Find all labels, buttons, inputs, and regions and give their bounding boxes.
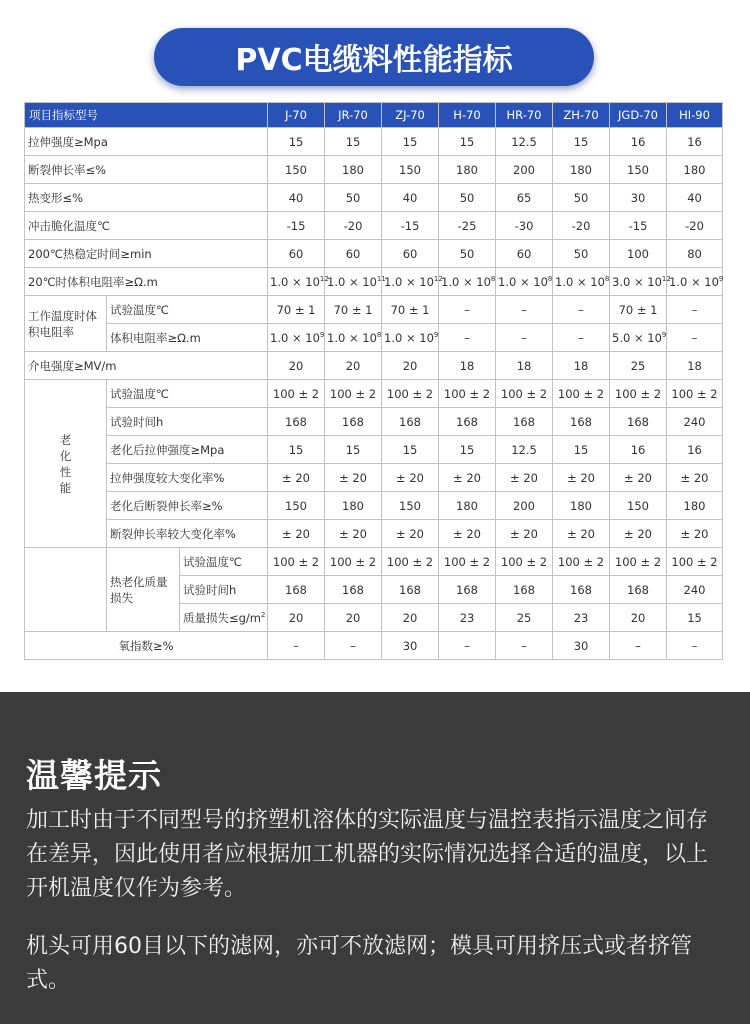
value-exponent: 11 [376,274,386,283]
row-label: 热变形≤% [25,184,268,212]
row-label-text: 质量损失≤g/m [183,610,262,625]
value-cell [610,324,667,352]
value-cell: 50 [553,240,610,268]
row-label: 20℃时体积电阻率≥Ω.m [25,268,268,296]
model-header: JR-70 [325,103,382,128]
value-exponent: 8 [604,274,610,283]
row-label: 试验温度℃ [180,548,268,576]
value-cell: 60 [325,240,382,268]
value-cell: 15 [439,436,496,464]
value-cell: 50 [325,184,382,212]
value-mantissa: 1.0 × 10 [327,274,377,289]
value-cell [496,324,553,352]
value-cell: 70 ± 1 [382,296,439,324]
value-cell [496,268,553,296]
value-cell: 168 [268,408,325,436]
value-cell: – [667,296,723,324]
value-exponent: 12 [661,274,671,283]
spec-table [24,102,723,660]
value-cell: 168 [382,576,439,604]
value-cell: 16 [610,128,667,156]
value-cell: 18 [553,352,610,380]
value-cell: ± 20 [553,464,610,492]
table-row [25,464,723,492]
value-cell: 150 [610,492,667,520]
value-cell: 168 [268,576,325,604]
group-label: 热老化质量损失 [107,548,180,632]
value-cell: 40 [382,184,439,212]
model-header: H-70 [439,103,496,128]
value-mantissa: 1.0 × 10 [441,274,491,289]
value-cell: 168 [496,408,553,436]
value-cell: 80 [667,240,723,268]
row-label: 冲击脆化温度℃ [25,212,268,240]
row-label-exponent: 2 [261,610,266,619]
value-cell: -25 [439,212,496,240]
table-row [25,408,723,436]
table-row [25,240,723,268]
group-label: 工作温度时体积电阻率 [25,296,107,352]
value-cell: 100 [610,240,667,268]
page-title: PVC电缆料性能指标 [154,28,594,86]
table-row [25,268,723,296]
value-cell: – [610,632,667,660]
row-label [180,604,268,632]
value-cell: 16 [667,128,723,156]
table-row [25,352,723,380]
row-label: 老化后断裂伸长率≥% [107,492,268,520]
row-label: 拉伸强度较大变化率% [107,464,268,492]
row-label: 200℃热稳定时间≥min [25,240,268,268]
value-cell: 180 [667,156,723,184]
value-cell: 100 ± 2 [325,380,382,408]
value-cell [325,324,382,352]
value-exponent: 12 [319,274,329,283]
model-header: HI-90 [667,103,723,128]
value-cell: 18 [496,352,553,380]
value-cell [325,268,386,296]
row-label: 氧指数≥% [25,632,268,660]
value-cell: 150 [382,156,439,184]
value-cell: 100 ± 2 [439,380,496,408]
value-cell: 25 [610,352,667,380]
value-cell: ± 20 [610,464,667,492]
value-cell: 180 [325,156,382,184]
value-cell: 15 [268,128,325,156]
value-cell: ± 20 [553,520,610,548]
table-row [25,156,723,184]
value-cell: 30 [610,184,667,212]
value-cell: – [439,632,496,660]
value-cell: 15 [382,436,439,464]
table-row [25,548,723,576]
value-cell [439,268,496,296]
value-cell: – [439,296,496,324]
empty-cell [25,548,107,632]
value-cell: 100 ± 2 [439,548,496,576]
value-cell: 100 ± 2 [610,548,667,576]
model-header: ZH-70 [553,103,610,128]
value-cell: 70 ± 1 [325,296,382,324]
value-cell: -30 [496,212,553,240]
table-row [25,632,723,660]
table-header-row [25,103,723,128]
tips-section [0,692,750,1024]
value-cell [553,324,610,352]
value-cell: 60 [496,240,553,268]
value-cell: 40 [268,184,325,212]
model-header: JGD-70 [610,103,667,128]
value-cell: 15 [553,436,610,464]
value-cell: 20 [268,604,325,632]
value-cell: ± 20 [439,464,496,492]
value-cell: 18 [439,352,496,380]
header-label: 项目指标型号 [25,103,268,128]
value-cell: 12.5 [496,436,553,464]
value-cell: 100 ± 2 [496,380,553,408]
value-mantissa: 1.0 × 10 [270,330,320,345]
value-cell: 20 [268,352,325,380]
value-cell: 150 [268,156,325,184]
value-cell: ± 20 [439,520,496,548]
value-cell: – [553,296,610,324]
value-cell: 168 [439,576,496,604]
value-cell: 168 [382,408,439,436]
value-cell: ± 20 [268,464,325,492]
value-exponent: 9 [319,330,325,339]
value-cell: ± 20 [325,520,382,548]
value-cell: 20 [382,352,439,380]
value-cell: 60 [268,240,325,268]
value-cell: 15 [325,128,382,156]
value-cell: ± 20 [268,520,325,548]
value-cell: ± 20 [382,464,439,492]
value-cell: 40 [667,184,723,212]
table-row [25,436,723,464]
value-exponent: 8 [490,274,496,283]
value-cell: 15 [667,604,723,632]
value-cell: 15 [268,436,325,464]
value-cell [268,268,329,296]
value-cell: -20 [325,212,382,240]
value-cell: 100 ± 2 [667,548,723,576]
value-cell: – [496,632,553,660]
tips-paragraph: 加工时由于不同型号的挤塑机溶体的实际温度与温控表指示温度之间存在差异，因此使用者应根据加工机器的实际情况选择合适的温度，以上开机温度仅作为参考。 [26,808,709,901]
value-cell: – [325,632,382,660]
value-cell [268,324,325,352]
value-cell: -15 [382,212,439,240]
table-row [25,520,723,548]
value-cell: 50 [439,184,496,212]
value-mantissa: – [521,330,527,345]
value-cell: 100 ± 2 [382,548,439,576]
value-cell: 180 [667,492,723,520]
tips-paragraph: 机头可用60目以下的滤网，亦可不放滤网；模具可用挤压式或者挤管式。 [26,934,692,993]
value-cell: 100 ± 2 [268,548,325,576]
value-cell [439,324,496,352]
value-cell: ± 20 [382,520,439,548]
value-exponent: 8 [376,330,382,339]
value-cell [553,268,610,296]
value-cell: 100 ± 2 [667,380,723,408]
value-mantissa: 1.0 × 10 [384,274,434,289]
value-cell: 100 ± 2 [553,548,610,576]
value-cell: ± 20 [667,520,723,548]
value-exponent: 8 [547,274,553,283]
value-cell: 23 [439,604,496,632]
value-cell: 150 [382,492,439,520]
value-exponent: 12 [433,274,443,283]
value-cell: 150 [610,156,667,184]
table-row [25,380,723,408]
value-exponent: 9 [661,330,667,339]
value-cell: – [268,632,325,660]
table-row [25,128,723,156]
value-cell [610,268,671,296]
row-label: 试验时间h [180,576,268,604]
value-mantissa: 5.0 × 10 [612,330,662,345]
value-cell: ± 20 [496,520,553,548]
value-cell: 30 [553,632,610,660]
value-cell [382,268,443,296]
value-cell: 168 [325,576,382,604]
value-mantissa: 3.0 × 10 [612,274,662,289]
value-cell: ± 20 [325,464,382,492]
value-cell [667,324,723,352]
value-cell: 20 [382,604,439,632]
value-cell: 12.5 [496,128,553,156]
value-cell: 50 [553,184,610,212]
table-row [25,324,723,352]
model-header: HR-70 [496,103,553,128]
value-cell: 168 [610,408,667,436]
table-row [25,212,723,240]
value-cell: 30 [382,632,439,660]
value-cell: 168 [496,576,553,604]
tips-title: 温馨提示 [26,756,162,795]
row-label: 断裂伸长率≤% [25,156,268,184]
value-cell: 70 ± 1 [268,296,325,324]
value-cell: 168 [553,408,610,436]
value-cell: 100 ± 2 [325,548,382,576]
value-cell: 100 ± 2 [496,548,553,576]
model-header: J-70 [268,103,325,128]
value-cell: 65 [496,184,553,212]
aging-group-label: 老化性能 [59,432,72,495]
value-mantissa: – [464,330,470,345]
table-row [25,296,723,324]
value-cell: -15 [268,212,325,240]
row-label: 试验温度℃ [107,380,268,408]
value-cell: 180 [553,492,610,520]
row-label: 老化后拉伸强度≥Mpa [107,436,268,464]
row-label: 介电强度≥MV/m [25,352,268,380]
value-cell: ± 20 [667,464,723,492]
value-cell: 200 [496,156,553,184]
value-mantissa: 1.0 × 10 [270,274,320,289]
value-mantissa: 1.0 × 10 [384,330,434,345]
value-mantissa: – [578,330,584,345]
value-cell: 25 [496,604,553,632]
value-cell: 16 [667,436,723,464]
value-cell: 15 [439,128,496,156]
value-cell: -15 [610,212,667,240]
value-cell: – [496,296,553,324]
table-row [25,184,723,212]
table-row [25,492,723,520]
value-cell: 16 [610,436,667,464]
value-cell: 18 [667,352,723,380]
value-cell: 168 [439,408,496,436]
value-cell: 20 [610,604,667,632]
model-header: ZJ-70 [382,103,439,128]
value-cell: 180 [553,156,610,184]
value-cell: 150 [268,492,325,520]
value-cell: 180 [325,492,382,520]
value-cell: 15 [325,436,382,464]
value-cell: 100 ± 2 [610,380,667,408]
value-exponent: 9 [718,274,724,283]
value-cell: 100 ± 2 [553,380,610,408]
value-mantissa: 1.0 × 10 [327,330,377,345]
value-cell: 15 [382,128,439,156]
value-cell: 168 [553,576,610,604]
value-cell: 240 [667,408,723,436]
row-label: 体积电阻率≥Ω.m [107,324,268,352]
value-cell: 20 [325,352,382,380]
value-cell: 23 [553,604,610,632]
value-cell: 100 ± 2 [382,380,439,408]
value-cell: ± 20 [496,464,553,492]
value-cell: 180 [439,492,496,520]
value-mantissa: 1.0 × 10 [498,274,548,289]
value-exponent: 9 [433,330,439,339]
value-cell [382,324,439,352]
group-label [25,380,107,548]
title-area [0,0,750,102]
value-mantissa: 1.0 × 10 [669,274,719,289]
row-label: 拉伸强度≥Mpa [25,128,268,156]
value-cell: 20 [325,604,382,632]
value-cell: -20 [667,212,723,240]
row-label: 断裂伸长率较大变化率% [107,520,268,548]
value-cell: 70 ± 1 [610,296,667,324]
value-mantissa: 1.0 × 10 [555,274,605,289]
value-cell: ± 20 [610,520,667,548]
value-cell: 240 [667,576,723,604]
value-cell: 100 ± 2 [268,380,325,408]
value-cell: 200 [496,492,553,520]
value-cell [667,268,723,296]
value-cell: 168 [610,576,667,604]
row-label: 试验温度℃ [107,296,268,324]
value-cell: 60 [382,240,439,268]
value-cell: 50 [439,240,496,268]
value-cell: -20 [553,212,610,240]
value-mantissa: – [691,330,698,345]
row-label: 试验时间h [107,408,268,436]
value-cell: 15 [553,128,610,156]
value-cell: 180 [439,156,496,184]
value-cell: – [667,632,723,660]
value-cell: 168 [325,408,382,436]
